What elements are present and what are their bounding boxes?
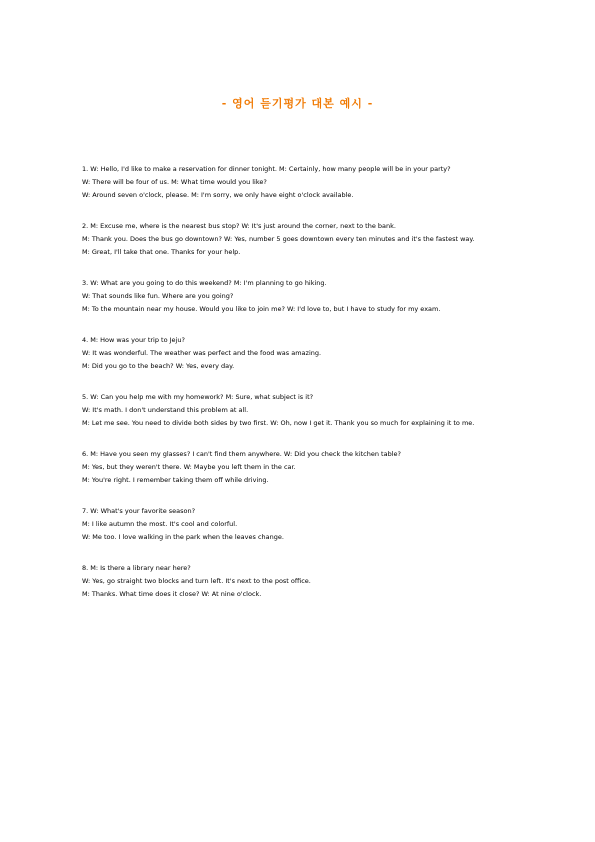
dialogue-line: 7. W: What's your favorite season? <box>82 507 196 515</box>
dialogue-section <box>82 448 514 487</box>
dialogue-line: M: Did you go to the beach? W: Yes, every day. <box>82 362 235 370</box>
dialogue-section <box>82 391 514 430</box>
dialogue-section <box>82 505 514 544</box>
dialogue-line: W: There will be four of us. M: What time would you like? <box>82 178 267 186</box>
dialogue-line: M: Thank you. Does the bus go downtown? W: Yes, number 5 goes downtown every ten minutes and it's the fastest way. <box>82 235 475 243</box>
dialogue-line: M: Great, I'll take that one. Thanks for your help. <box>82 248 241 256</box>
document-title: - 영어 듣기평가 대본 예시 - <box>221 97 374 110</box>
dialogue-line: M: Yes, but they weren't there. W: Maybe you left them in the car. <box>82 463 296 471</box>
dialogue-line: W: Around seven o'clock, please. M: I'm sorry, we only have eight o'clock available. <box>82 191 354 199</box>
dialogue-line: 4. M: How was your trip to Jeju? <box>82 336 185 344</box>
dialogue-line: M: To the mountain near my house. Would you like to join me? W: I'd love to, but I have to study for my exam. <box>82 305 441 313</box>
dialogue-line: 6. M: Have you seen my glasses? I can't find them anywhere. W: Did you check the kitchen table? <box>82 450 401 458</box>
dialogue-line: M: Let me see. You need to divide both sides by two first. W: Oh, now I get it. Thank you so much for explaining it to me. <box>82 419 475 427</box>
dialogue-section <box>82 163 514 202</box>
dialogue-line: 3. W: What are you going to do this weekend? M: I'm planning to go hiking. <box>82 279 327 287</box>
dialogue-section <box>82 334 514 373</box>
dialogue-line: W: It's math. I don't understand this problem at all. <box>82 406 249 414</box>
dialogue-line: 1. W: Hello, I'd like to make a reservation for dinner tonight. M: Certainly, how many people will be in your party? <box>82 165 451 173</box>
dialogue-line: 5. W: Can you help me with my homework? M: Sure, what subject is it? <box>82 393 314 401</box>
dialogue-section <box>82 562 514 601</box>
dialogue-line: W: It was wonderful. The weather was perfect and the food was amazing. <box>82 349 322 357</box>
dialogue-line: M: I like autumn the most. It's cool and colorful. <box>82 520 238 528</box>
dialogue-section <box>82 277 514 316</box>
dialogue-line: 8. M: Is there a library near here? <box>82 564 191 572</box>
dialogue-line: M: You're right. I remember taking them off while driving. <box>82 476 269 484</box>
dialogue-line: M: Thanks. What time does it close? W: At nine o'clock. <box>82 590 262 598</box>
document-body <box>82 163 514 619</box>
dialogue-line: W: Yes, go straight two blocks and turn left. It's next to the post office. <box>82 577 311 585</box>
dialogue-line: W: That sounds like fun. Where are you going? <box>82 292 234 300</box>
dialogue-line: W: Me too. I love walking in the park when the leaves change. <box>82 533 284 541</box>
dialogue-line: 2. M: Excuse me, where is the nearest bus stop? W: It's just around the corner, next to the bank. <box>82 222 396 230</box>
dialogue-section <box>82 220 514 259</box>
